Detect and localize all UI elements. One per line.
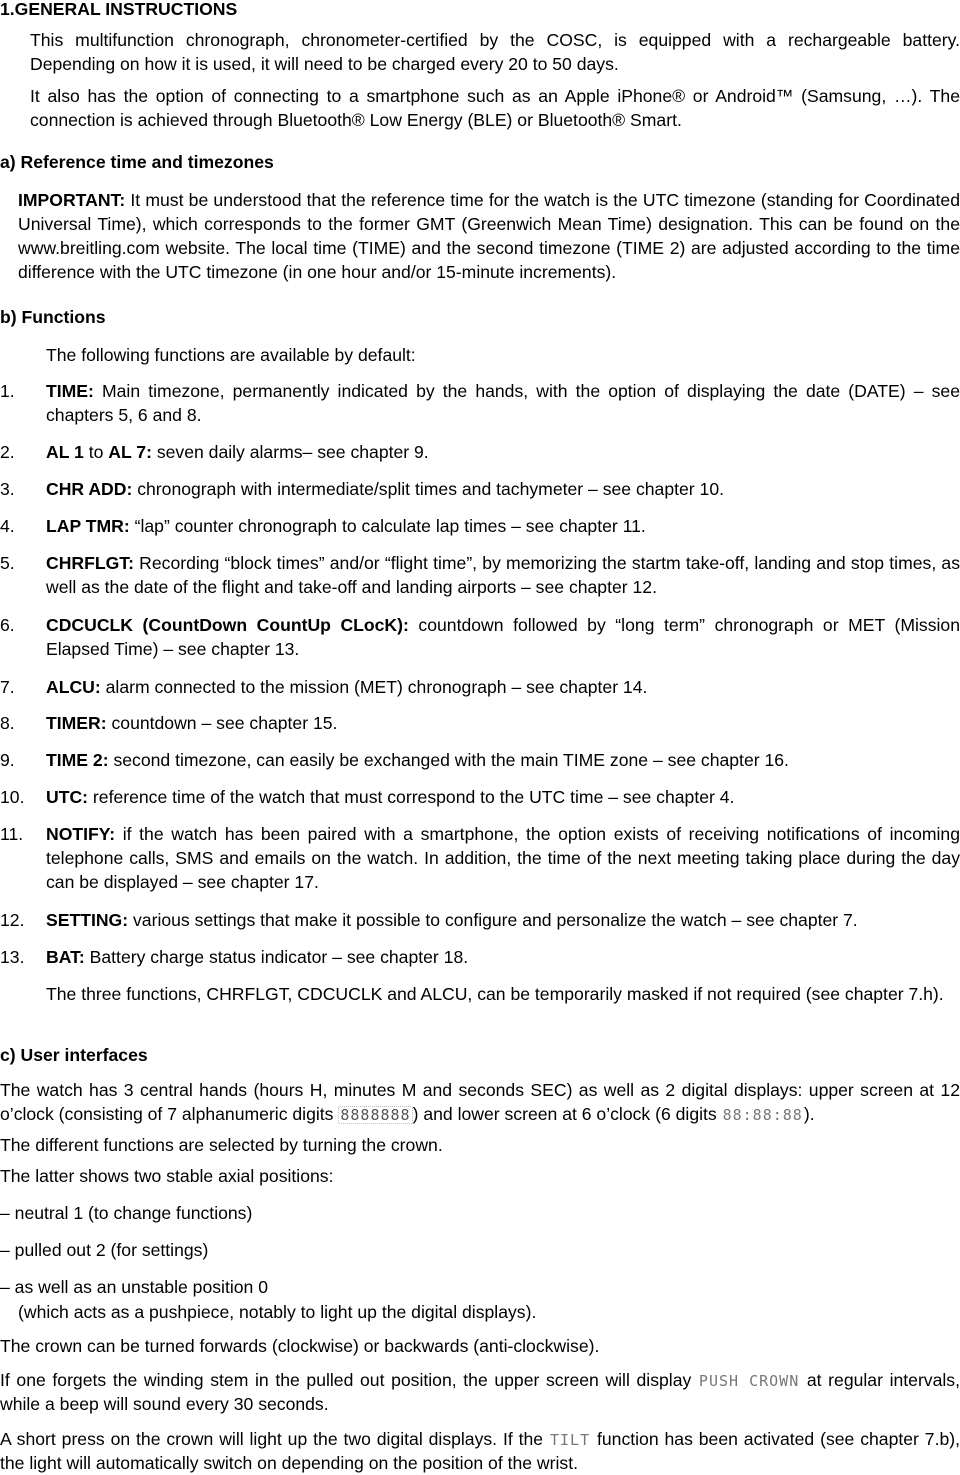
- item-label: AL 1: [46, 442, 84, 462]
- item-text: Main timezone, permanently indicated by the hands, with the option of displaying the date (DATE) – see chapters 5, 6 and 8.: [46, 381, 960, 425]
- item-number: 6.: [0, 615, 15, 635]
- item-label: TIME:: [46, 381, 94, 401]
- subsection-b-title: b) Functions: [0, 307, 106, 327]
- interfaces-text: ).: [803, 1104, 815, 1124]
- item-number: 4.: [0, 516, 15, 536]
- item-number: 7.: [0, 677, 15, 697]
- functions-lead: The following functions are available by default:: [46, 345, 416, 365]
- lower-screen-digits: 88:88:88: [722, 1106, 803, 1124]
- item-label: BAT:: [46, 947, 85, 967]
- important-label: IMPORTANT:: [18, 190, 126, 210]
- item-text: Recording “block times” and/or “flight time”, by memorizing the startm take-off, landing and stop times, as well as the date of the flight and take-off and landing airports – see chapter 12.: [46, 553, 960, 597]
- item-text: chronograph with intermediate/split times and tachymeter – see chapter 10.: [132, 479, 724, 499]
- item-text: second timezone, can easily be exchanged with the main TIME zone – see chapter 16.: [108, 750, 789, 770]
- item-number: 13.: [0, 947, 25, 967]
- item-label: CHR ADD:: [46, 479, 133, 499]
- crown-position-2: – pulled out 2 (for settings): [0, 1240, 209, 1260]
- interfaces-text: function has been activated (see chapter 7.b), the light will automatically switch on depending on the position of the wrist.: [0, 1429, 960, 1473]
- item-number: 12.: [0, 910, 25, 930]
- item-number: 9.: [0, 750, 15, 770]
- important-paragraph: [18, 188, 960, 284]
- subsection-a-title: a) Reference time and timezones: [0, 152, 274, 172]
- item-label: SETTING:: [46, 910, 129, 930]
- item-label: TIME 2:: [46, 750, 109, 770]
- item-text: Battery charge status indicator – see chapter 18.: [84, 947, 469, 967]
- interfaces-paragraph-3: The latter shows two stable axial positions:: [0, 1166, 334, 1186]
- interfaces-text: A short press on the crown will light up the two digital displays. If the: [0, 1429, 549, 1449]
- item-number: 2.: [0, 442, 15, 462]
- interfaces-paragraph-1: [0, 1078, 960, 1126]
- subsection-c-title: c) User interfaces: [0, 1045, 148, 1065]
- intro-paragraph-2: It also has the option of connecting to a smartphone such as an Apple iPhone® or Android™ (Samsung, …). The connection is achieved through Bluetooth® Low Energy (BLE) or Bluetooth® Smart.: [30, 86, 960, 130]
- interfaces-text: at regular intervals, while a beep will sound every 30 seconds.: [0, 1370, 960, 1414]
- item-label: ALCU:: [46, 677, 101, 697]
- item-number: 8.: [0, 713, 15, 733]
- interfaces-paragraph-5: [0, 1368, 960, 1416]
- item-label: AL 7:: [108, 442, 152, 462]
- item-text: if the watch has been paired with a smartphone, the option exists of receiving notifications of incoming telephone calls, SMS and emails on the watch. In addition, the time of the next meeting taking place during the day can be displayed – see chapter 17.: [46, 824, 960, 892]
- item-text: to: [83, 442, 109, 462]
- push-crown-display: PUSH CROWN: [698, 1372, 800, 1390]
- item-label: LAP TMR:: [46, 516, 130, 536]
- item-number: 5.: [0, 553, 15, 573]
- item-text: various settings that make it possible to configure and personalize the watch – see chapter 7.: [128, 910, 858, 930]
- important-text: It must be understood that the reference time for the watch is the UTC timezone (standing for Coordinated Universal Time), which corresponds to the former GMT (Greenwich Mean Time) designation. This can be found on the www.breitling.com website. The local time (TIME) and the second timezone (TIME 2) are adjusted according to the time difference with the UTC timezone (in one hour and/or 15-minute increments).: [18, 190, 960, 282]
- interfaces-paragraph-6: [0, 1427, 960, 1475]
- crown-position-0: – as well as an unstable position 0: [0, 1277, 268, 1297]
- item-text: reference time of the watch that must correspond to the UTC time – see chapter 4.: [88, 787, 735, 807]
- upper-screen-digits: 8888888: [340, 1106, 411, 1124]
- item-label: NOTIFY:: [46, 824, 116, 844]
- item-number: 1.: [0, 381, 15, 401]
- item-text: countdown followed by “long term” chronograph or MET (Mission Elapsed Time) – see chapter 13.: [46, 615, 960, 659]
- intro-paragraph-1: This multifunction chronograph, chronometer-certified by the COSC, is equipped with a rechargeable battery. Depending on how it is used, it will need to be charged every 20 to 50 days.: [30, 30, 960, 74]
- tilt-display: TILT: [549, 1431, 591, 1449]
- item-label: CHRFLGT:: [46, 553, 134, 573]
- masking-note: The three functions, CHRFLGT, CDCUCLK and ALCU, can be temporarily masked if not required (see chapter 7.h).: [46, 984, 944, 1004]
- item-number: 3.: [0, 479, 15, 499]
- item-text: seven daily alarms– see chapter 9.: [151, 442, 429, 462]
- crown-position-0-note: (which acts as a pushpiece, notably to light up the digital displays).: [18, 1302, 537, 1322]
- interfaces-paragraph-4: The crown can be turned forwards (clockwise) or backwards (anti-clockwise).: [0, 1336, 600, 1356]
- interfaces-paragraph-2: The different functions are selected by turning the crown.: [0, 1135, 443, 1155]
- item-text: countdown – see chapter 15.: [106, 713, 338, 733]
- interfaces-text: ) and lower screen at 6 o’clock (6 digits: [412, 1104, 722, 1124]
- section-title: 1.GENERAL INSTRUCTIONS: [0, 0, 238, 19]
- interfaces-text: The watch has 3 central hands (hours H, minutes M and seconds SEC) as well as 2 digital displays: upper screen at 12 o’clock (consisting of 7 alphanumeric digits: [0, 1080, 960, 1124]
- item-text: “lap” counter chronograph to calculate lap times – see chapter 11.: [129, 516, 646, 536]
- item-label: UTC:: [46, 787, 89, 807]
- item-label: TIMER:: [46, 713, 107, 733]
- item-label: CDCUCLK (CountDown CountUp CLocK):: [46, 615, 409, 635]
- item-text: alarm connected to the mission (MET) chronograph – see chapter 14.: [100, 677, 648, 697]
- crown-position-1: – neutral 1 (to change functions): [0, 1203, 253, 1223]
- item-number: 11.: [0, 824, 24, 844]
- interfaces-text: If one forgets the winding stem in the pulled out position, the upper screen will display: [0, 1370, 698, 1390]
- item-number: 10.: [0, 787, 25, 807]
